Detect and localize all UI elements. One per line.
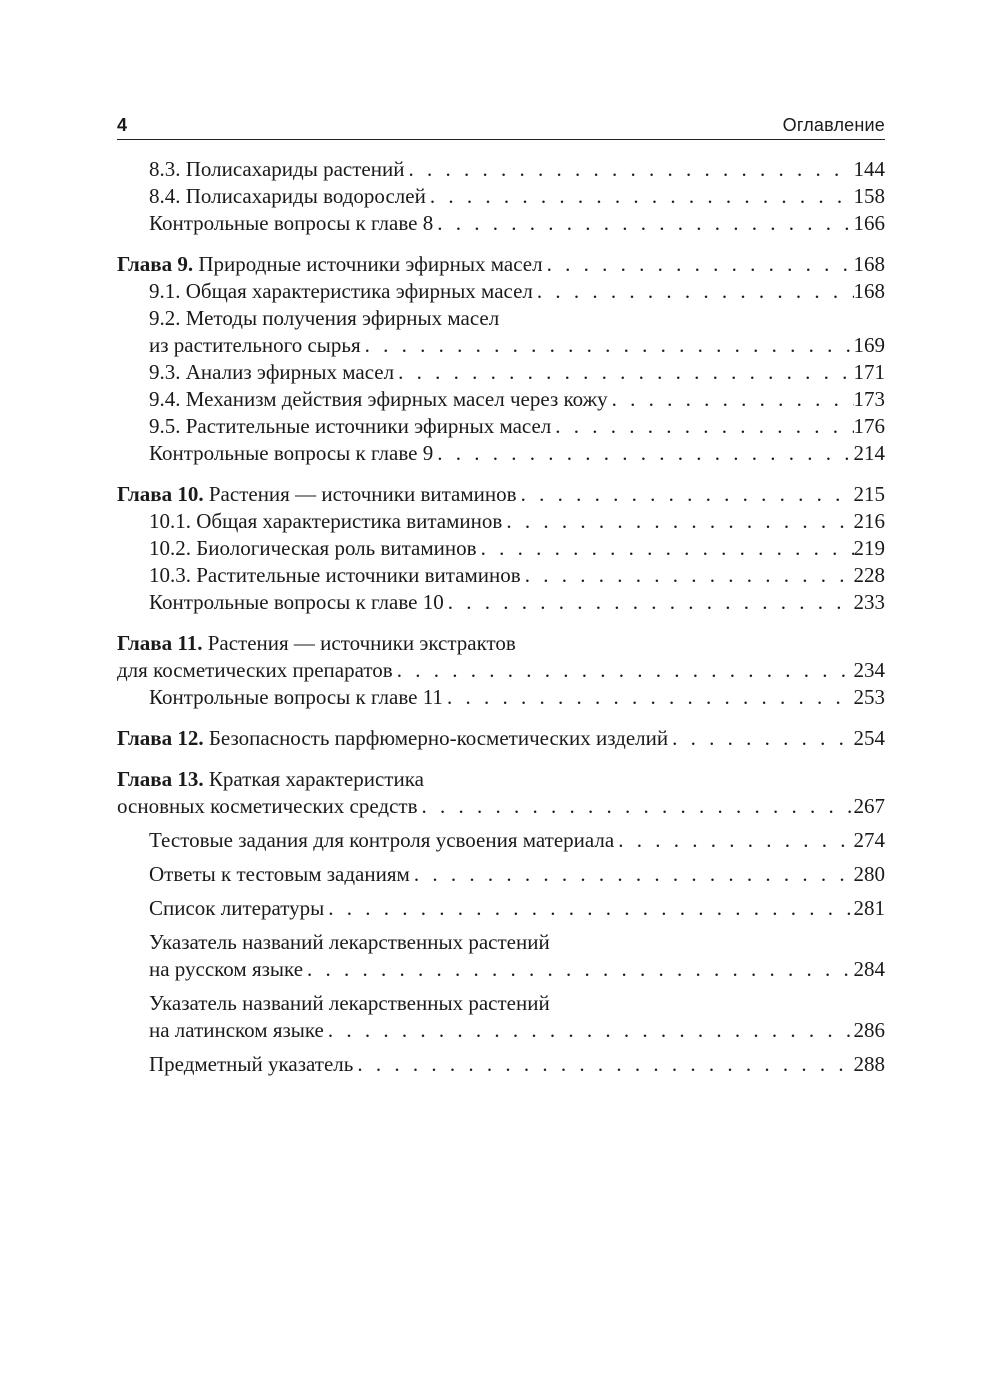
toc-chapter-9[interactable]: Глава 9. Природные источники эфирных масел . . . 168 — [117, 251, 885, 278]
dot-leader — [324, 1017, 854, 1044]
dot-leader — [417, 793, 853, 820]
chapter-title: Растения — источники экстрактов — [207, 631, 516, 655]
toc-entry-index-ru-line1[interactable]: Указатель названий лекарственных растений — [149, 930, 550, 954]
toc-entry-tests[interactable]: Тестовые задания для контроля усвоения материала . . . 274 — [117, 827, 885, 854]
running-head: Оглавление — [782, 115, 885, 135]
toc-chapter-13-line1[interactable] — [117, 766, 885, 793]
chapter-label: Глава 11. — [117, 631, 203, 655]
toc-entry-answers[interactable]: Ответы к тестовым заданиям . . . 280 — [117, 861, 885, 888]
toc-entry-9-2-line1[interactable]: 9.2. Методы получения эфирных масел — [149, 306, 500, 330]
dot-leader — [608, 386, 854, 413]
toc-entry-index-la-line1[interactable]: Указатель названий лекарственных растений — [149, 991, 550, 1015]
toc-entry-8-4[interactable]: 8.4. Полисахариды водорослей . . . 158 — [117, 183, 885, 210]
dot-leader — [502, 508, 853, 535]
page-number: 4 — [117, 115, 128, 135]
chapter-label: Глава 13. — [117, 767, 204, 791]
dot-leader — [551, 413, 853, 440]
dot-leader — [433, 440, 853, 467]
dot-leader — [517, 481, 854, 508]
chapter-title: Краткая характеристика — [208, 767, 424, 791]
dot-leader — [477, 535, 854, 562]
toc-entry-index-ru[interactable]: на русском языке . . . 284 — [117, 956, 885, 983]
dot-leader — [394, 359, 853, 386]
chapter-title: Безопасность парфюмерно-косметических изделий — [208, 726, 669, 750]
chapter-label: Глава 12. — [117, 726, 204, 750]
page-header — [117, 113, 885, 140]
toc-chapter-10[interactable]: Глава 10. Растения — источники витаминов . . . 215 — [117, 481, 885, 508]
toc-entry-8-3[interactable]: 8.3. Полисахариды растений . . . 144 — [117, 156, 885, 183]
dot-leader — [393, 657, 854, 684]
dot-leader — [533, 278, 854, 305]
dot-leader — [353, 1051, 853, 1078]
toc-entry-9-4[interactable]: 9.4. Механизм действия эфирных масел через кожу . . . 173 — [117, 386, 885, 413]
dot-leader — [303, 956, 853, 983]
toc-entry-questions-10[interactable]: Контрольные вопросы к главе 10 . . . 233 — [117, 589, 885, 616]
toc-entry-9-2[interactable]: из растительного сырья . . . 169 — [117, 332, 885, 359]
toc-entry-9-1[interactable]: 9.1. Общая характеристика эфирных масел . . . 168 — [117, 278, 885, 305]
dot-leader — [668, 725, 853, 752]
dot-leader — [404, 156, 853, 183]
toc-entry-questions-11[interactable]: Контрольные вопросы к главе 11 . . . 253 — [117, 684, 885, 711]
chapter-title: Природные источники эфирных масел — [198, 252, 543, 276]
dot-leader — [426, 183, 854, 210]
toc-entry-questions-8[interactable]: Контрольные вопросы к главе 8 . . . 166 — [117, 210, 885, 237]
dot-leader — [614, 827, 853, 854]
toc-entry-index-la[interactable]: на латинском языке . . . 286 — [117, 1017, 885, 1044]
dot-leader — [433, 210, 853, 237]
toc-chapter-11-line1[interactable] — [117, 630, 885, 657]
dot-leader — [444, 589, 854, 616]
table-of-contents — [117, 156, 885, 1078]
toc-entry-10-2[interactable]: 10.2. Биологическая роль витаминов . . . 219 — [117, 535, 885, 562]
chapter-label: Глава 10. — [117, 482, 204, 506]
toc-chapter-11[interactable]: для косметических препаратов . . . 234 — [117, 657, 885, 684]
toc-entry-9-3[interactable]: 9.3. Анализ эфирных масел . . . 171 — [117, 359, 885, 386]
dot-leader — [543, 251, 854, 278]
toc-chapter-12[interactable]: Глава 12. Безопасность парфюмерно-косметических изделий . . . 254 — [117, 725, 885, 752]
dot-leader — [410, 861, 854, 888]
chapter-title: Растения — источники витаминов — [208, 482, 517, 506]
toc-entry-10-1[interactable]: 10.1. Общая характеристика витаминов . . . 216 — [117, 508, 885, 535]
dot-leader — [443, 684, 854, 711]
toc-entry-subject-index[interactable]: Предметный указатель . . . 288 — [117, 1051, 885, 1078]
toc-chapter-13[interactable]: основных косметических средств . . . 267 — [117, 793, 885, 820]
toc-entry-9-5[interactable]: 9.5. Растительные источники эфирных масел . . . 176 — [117, 413, 885, 440]
toc-entry-10-3[interactable]: 10.3. Растительные источники витаминов . . . 228 — [117, 562, 885, 589]
toc-entry-literature[interactable]: Список литературы . . . 281 — [117, 895, 885, 922]
chapter-label: Глава 9. — [117, 252, 194, 276]
dot-leader — [324, 895, 853, 922]
toc-entry-questions-9[interactable]: Контрольные вопросы к главе 9 . . . 214 — [117, 440, 885, 467]
dot-leader — [521, 562, 854, 589]
dot-leader — [361, 332, 854, 359]
